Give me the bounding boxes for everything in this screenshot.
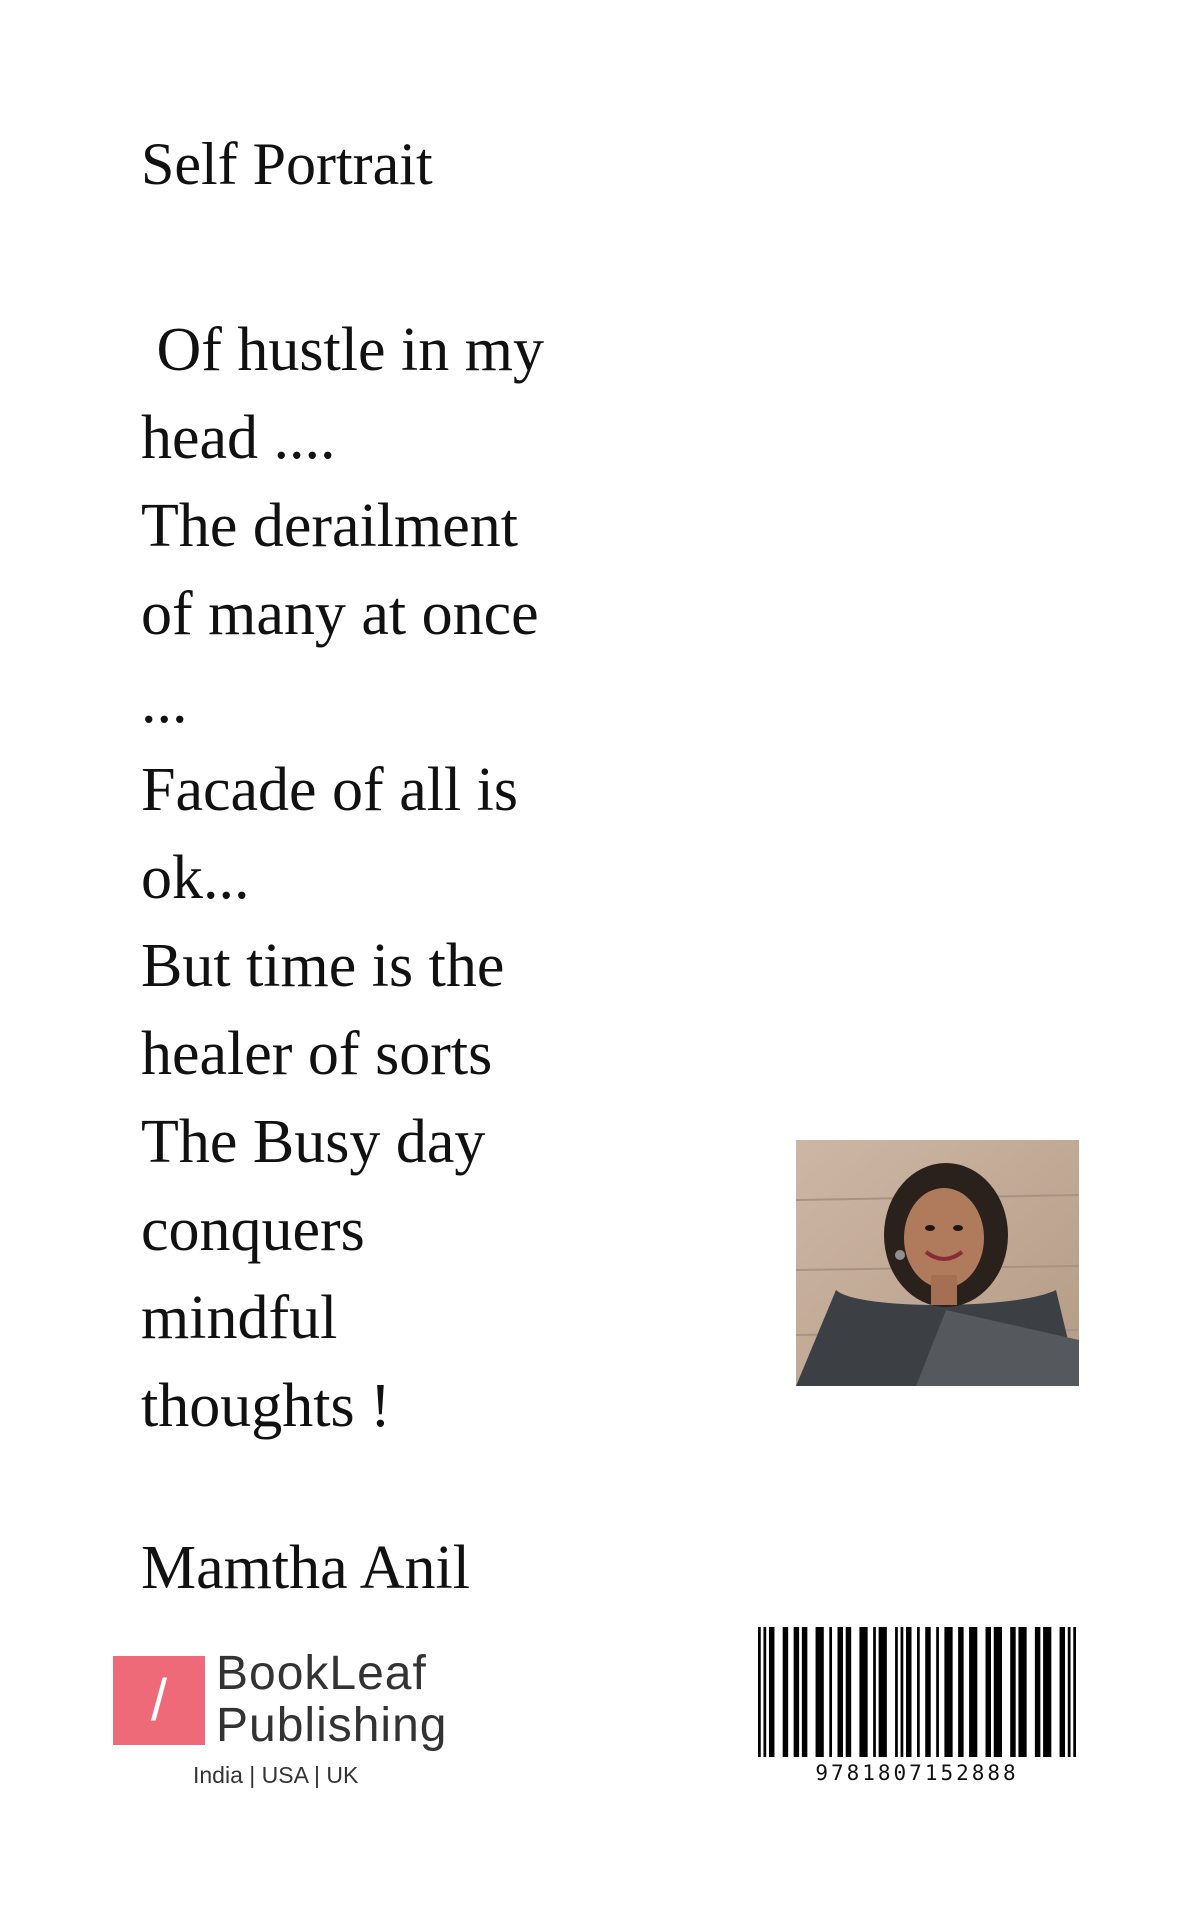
poem-line: Of hustle in my <box>141 316 544 384</box>
poem-line: The derailment <box>141 492 518 560</box>
poem-line: conquers <box>141 1196 365 1264</box>
barcode-bar <box>859 1627 867 1757</box>
barcode-bar <box>873 1627 876 1757</box>
poem-line: thoughts ! <box>141 1372 391 1440</box>
poem-title: Self Portrait <box>141 131 433 197</box>
barcode-bar <box>1043 1627 1051 1757</box>
barcode-bar <box>1060 1627 1065 1757</box>
barcode-bar <box>1018 1627 1026 1757</box>
barcode-bar <box>879 1627 887 1757</box>
barcode-bar <box>969 1627 977 1757</box>
isbn-barcode <box>757 1627 1077 1785</box>
poem-line: ... <box>141 668 188 736</box>
barcode-bar <box>838 1627 843 1757</box>
barcode-bar <box>1068 1627 1071 1757</box>
poem-line: head .... <box>141 404 336 472</box>
poem-line: healer of sorts <box>141 1020 493 1088</box>
poem-line: Facade of all is <box>141 756 519 824</box>
author-name: Mamtha Anil <box>141 1534 470 1602</box>
poem-line: But time is the <box>141 932 505 1000</box>
barcode-bar <box>936 1627 939 1757</box>
barcode-bar <box>846 1627 851 1757</box>
barcode-bar <box>794 1627 799 1757</box>
publisher-name <box>216 1648 476 1752</box>
publisher-regions: India | USA | UK <box>193 1762 359 1788</box>
barcode-bar <box>816 1627 824 1757</box>
barcode-bar <box>763 1627 766 1757</box>
poem-line: ok... <box>141 844 250 912</box>
barcode-bars <box>757 1627 1077 1757</box>
barcode-bar <box>829 1627 832 1757</box>
isbn-number: 9781807152888 <box>815 1761 1019 1785</box>
barcode-bar <box>1010 1627 1015 1757</box>
barcode-bar <box>901 1627 904 1757</box>
author-photo <box>796 1140 1079 1386</box>
publisher-name-line2: Publishing <box>216 1699 448 1752</box>
poem-body <box>141 306 611 1450</box>
barcode-bar <box>783 1627 788 1757</box>
barcode-bar <box>958 1627 963 1757</box>
barcode-bar <box>769 1627 774 1757</box>
poem-line: of many at once <box>141 580 539 648</box>
barcode-bar <box>895 1627 898 1757</box>
poem-line: mindful <box>141 1284 338 1352</box>
barcode-bar <box>986 1627 991 1757</box>
barcode-bar <box>1073 1627 1076 1757</box>
barcode-bar <box>906 1627 911 1757</box>
barcode-bar <box>1035 1627 1040 1757</box>
barcode-bar <box>758 1627 761 1757</box>
barcode-bar <box>925 1627 930 1757</box>
slash-logo-icon: / <box>113 1656 205 1745</box>
barcode-bar <box>944 1627 952 1757</box>
poem-line: The Busy day <box>141 1108 486 1176</box>
barcode-bar <box>802 1627 807 1757</box>
barcode-bar <box>994 1627 1002 1757</box>
barcode-bar <box>917 1627 920 1757</box>
publisher-name-line1: BookLeaf <box>216 1647 427 1700</box>
